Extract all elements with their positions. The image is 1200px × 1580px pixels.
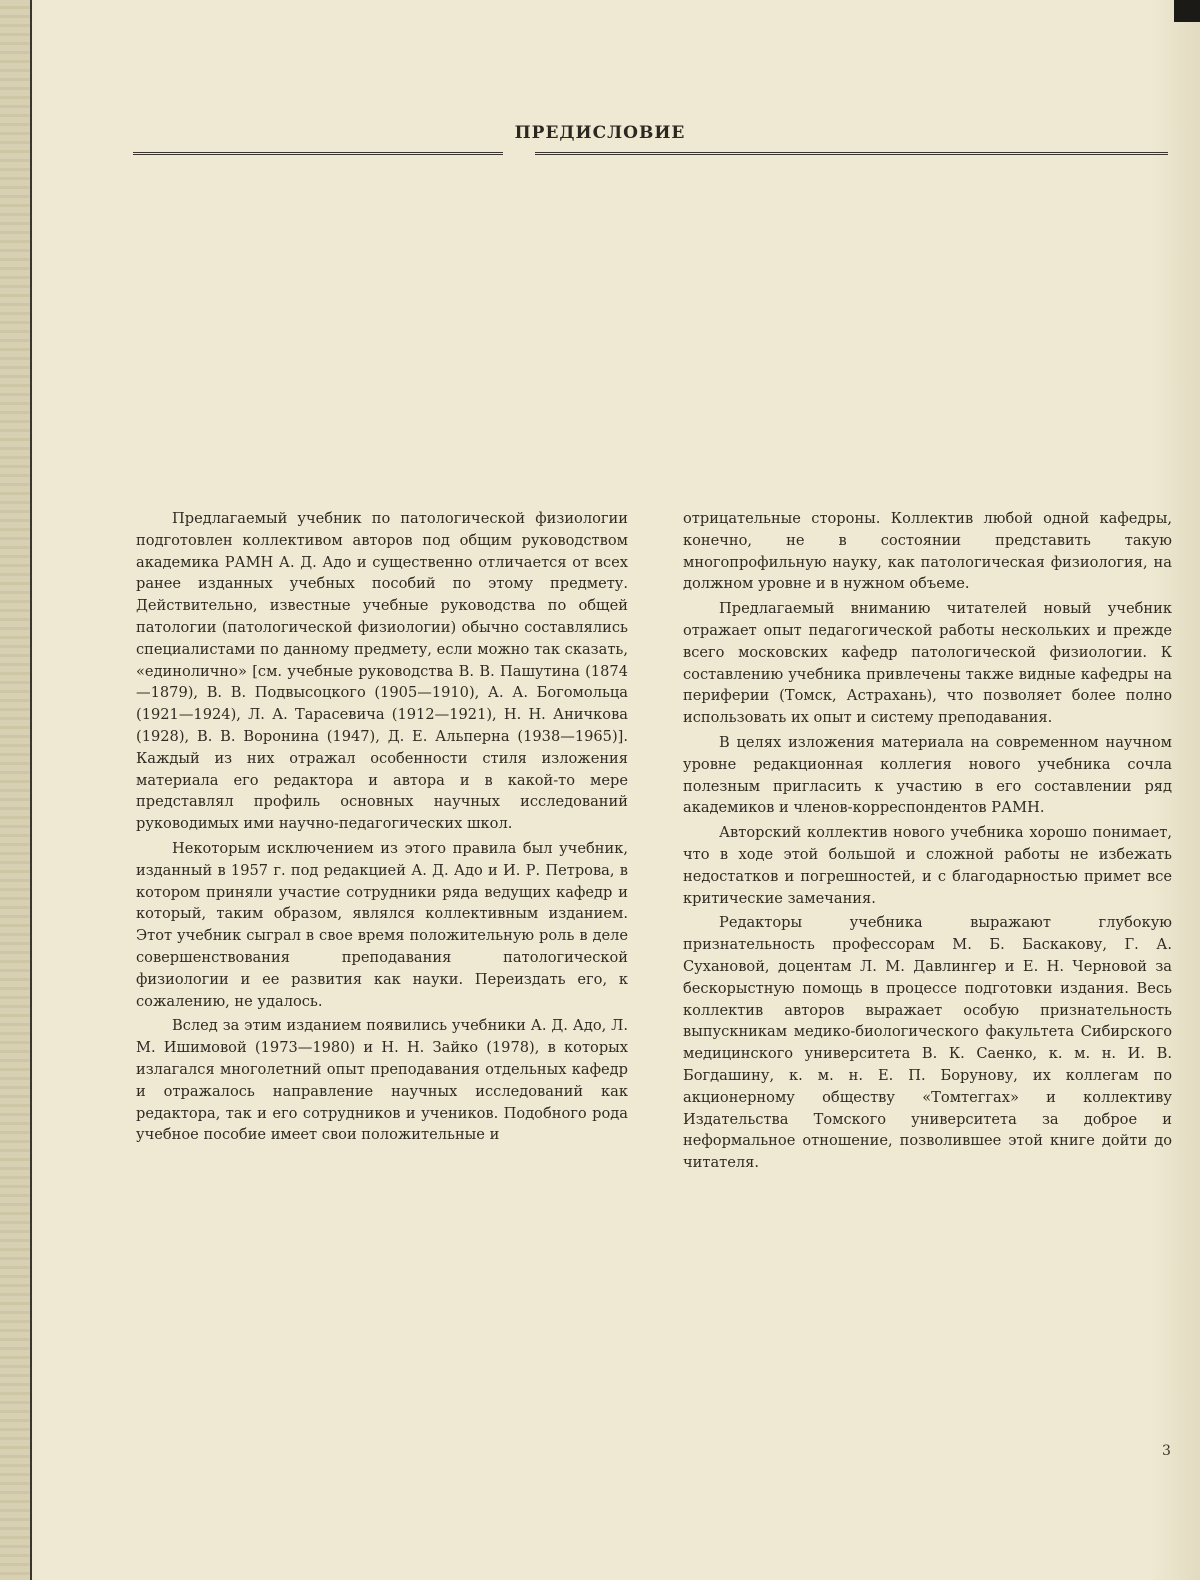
paragraph: В целях изложения материала на современном научном уровне редакционная коллегия нового учебника сочла полезным пригласить к участию в его составлении ряд академиков и членов-корреспондентов РАМН. xyxy=(683,733,1172,817)
paragraph: Вслед за этим изданием появились учебники А. Д. Адо, Л. М. Ишимовой (1973—1980) и Н. Н. Зайко (1978), в которых излагался многолетний опыт преподавания отдельных кафедр и отражалось направление научных исследований как редактора, так и его сотрудников и учеников. Подобного рода учебное пособие имеет свои положительные и xyxy=(136,1017,628,1144)
paragraph: Некоторым исключением из этого правила был учебник, изданный в 1957 г. под редакцией А. Д. Адо и И. Р. Петрова, в котором приняли участие сотрудники ряда ведущих кафедр и который, таким образом, являлся коллективным изданием. Этот учебник сыграл в свое время положительную роль в деле совершенствования преподавания патологической физиологии и ее развития как науки. Переиздать его, к сожалению, не удалось. xyxy=(136,839,628,1010)
page-number: 3 xyxy=(1162,1443,1171,1459)
scan-corner-shadow xyxy=(1174,0,1200,22)
heading-rule-left xyxy=(133,152,503,155)
text-column-left xyxy=(136,508,628,1146)
book-spine-shadow xyxy=(0,0,32,1580)
paragraph: Предлагаемый учебник по патологической физиологии подготовлен коллективом авторов под общим руководством академика РАМН А. Д. Адо и существенно отличается от всех ранее изданных учебных пособий по этому предмету. Действительно, известные учебные руководства по общей патологии (патологической физиологии) обычно составлялись специалистами по данному предмету, если можно так сказать, «единолично» [см. учебные руководства В. В. Пашутина (1874—1879), В. В. Подвысоцкого (1905—1910), А. А. Богомольца (1921—1924), Л. А. Тарасевича (1912—1921), Н. Н. Аничкова (1928), В. В. Воронина (1947), Д. Е. Альперна (1938—1965)]. Каждый из них отражал особенности стиля изложения материала его редактора и автора и в какой-то мере представлял профиль основных научных исследований руководимых ими научно-педагогических школ. xyxy=(136,510,628,833)
paragraph-continued: отрицательные стороны. Коллектив любой одной кафедры, конечно, не в состоянии представить такую многопрофильную науку, как патологическая физиология, на должном уровне и в нужном объеме. xyxy=(683,510,1172,593)
section-heading: ПРЕДИСЛОВИЕ xyxy=(514,123,686,143)
paragraph: Редакторы учебника выражают глубокую признательность профессорам М. Б. Баскакову, Г. А. Сухановой, доцентам Л. М. Давлингер и Е. Н. Черновой за бескорыстную помощь в процессе подготовки издания. Весь коллектив авторов выражает особую признательность выпускникам медико-биологического факультета Сибирского медицинского университета В. К. Саенко, к. м. н. И. В. Богдашину, к. м. н. Е. П. Борунову, их коллегам по акционерному обществу «Томтеггах» и коллективу Издательства Томского университета за доброе и неформальное отношение, позволившее этой книге дойти до читателя. xyxy=(683,914,1172,1172)
heading-rule-right xyxy=(535,152,1168,155)
paragraph: Авторский коллектив нового учебника хорошо понимает, что в ходе этой большой и сложной работы не избежать недостатков и погрешностей, и с благодарностью примет все критические замечания. xyxy=(683,824,1172,907)
paragraph: Предлагаемый вниманию читателей новый учебник отражает опыт педагогической работы нескольких и прежде всего московских кафедр патологической физиологии. К составлению учебника привлечены также видные кафедры на периферии (Томск, Астрахань), что позволяет более полно использовать их опыт и систему преподавания. xyxy=(683,600,1172,727)
text-column-right xyxy=(683,508,1172,1174)
